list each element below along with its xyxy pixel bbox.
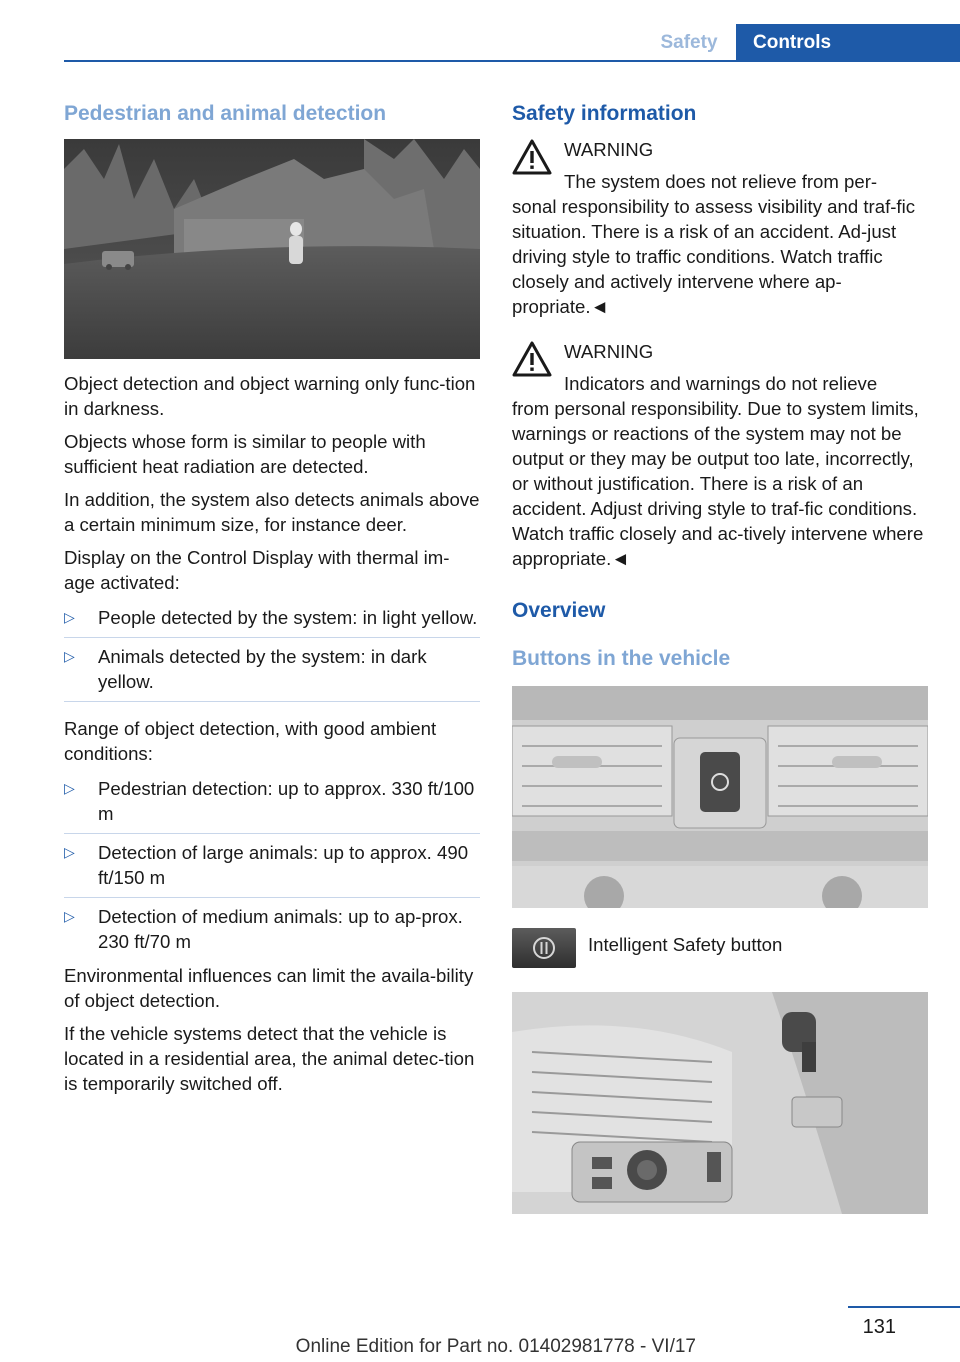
- edition-note: Online Edition for Part no. 01402981778 - VI/17: [295, 1336, 696, 1357]
- page-footer: [0, 1306, 960, 1362]
- section-heading-pedestrian: Pedestrian and animal detection: [64, 102, 387, 125]
- header-section-tab[interactable]: Safety: [660, 32, 718, 53]
- display-list: [64, 599, 480, 702]
- triangle-right-icon: ▷: [64, 780, 75, 797]
- list-item: ▷ People detected by the system: in light yellow.: [64, 599, 480, 638]
- intelligent-safety-row: [512, 928, 928, 972]
- paragraph-darkness: Object detection and object warning only func-tion in darkness.: [64, 373, 476, 420]
- cockpit-controls-photo: [512, 992, 928, 1214]
- dashboard-buttons-photo: [512, 686, 928, 908]
- warning-title: WARNING: [564, 341, 654, 363]
- list-item: ▷ Detection of medium animals: up to ap-prox. 230 ft/70 m: [64, 906, 463, 953]
- paragraph-heat-radiation: Objects whose form is similar to people with sufficient heat radiation are detected.: [64, 431, 426, 478]
- paragraph-residential: If the vehicle systems detect that the vehicle is located in a residential area, the animal detec-tion is temporarily switched off.: [64, 1023, 475, 1095]
- buttons-heading: Buttons in the vehicle: [512, 646, 731, 670]
- triangle-right-icon: ▷: [64, 648, 75, 665]
- warning-triangle-icon: [512, 139, 552, 175]
- thermal-image-photo: [64, 139, 480, 359]
- intelligent-safety-label: Intelligent Safety button: [588, 933, 783, 955]
- paragraph-display: Display on the Control Display with thermal im-age activated:: [64, 547, 450, 594]
- list-item: ▷ Detection of large animals: up to approx. 490 ft/150 m: [64, 834, 480, 898]
- warning-text-first: Indicators and warnings do not relieve: [564, 373, 878, 395]
- range-list: [64, 770, 480, 961]
- warning-block: [512, 135, 928, 319]
- triangle-right-icon: ▷: [64, 908, 75, 925]
- warning-block: [512, 337, 928, 571]
- warning-title: WARNING: [564, 139, 654, 161]
- right-column: [512, 100, 928, 1214]
- header-rule: [64, 60, 960, 62]
- warning-text-first: The system does not relieve from per-: [564, 171, 878, 193]
- warning-text: from personal responsibility. Due to system limits, warnings or reactions of the system may not be output or they may be output too late, incorrectly, or without justification. There is a risk of an accident. Adjust driving style to traf-fic conditions. Watch traffic closely and ac-tively intervene where appropriate.◄: [512, 398, 924, 570]
- paragraph-range-intro: Range of object detection, with good ambient conditions:: [64, 718, 437, 765]
- paragraph-animals: In addition, the system also detects animals above a certain minimum size, for instance deer.: [64, 489, 480, 536]
- warning-triangle-icon: [512, 341, 552, 377]
- triangle-right-icon: ▷: [64, 609, 75, 626]
- safety-information-heading: Safety information: [512, 102, 697, 125]
- warning-text: sonal responsibility to assess visibility and traf-fic situation. There is a risk of an accident. Ad-just driving style to traffic conditions. Watch traffic closely and actively intervene where ap-propriate.◄: [512, 196, 916, 318]
- page-number: 131: [862, 1316, 896, 1338]
- paragraph-environment: Environmental influences can limit the availa-bility of object detection.: [64, 965, 474, 1012]
- overview-heading: Overview: [512, 599, 606, 623]
- footer-rule: [848, 1306, 960, 1308]
- intelligent-safety-button-icon[interactable]: [512, 928, 576, 968]
- page-header: [0, 24, 960, 62]
- list-item: ▷ Animals detected by the system: in dark yellow.: [64, 638, 480, 702]
- triangle-right-icon: ▷: [64, 844, 75, 861]
- left-column: [64, 100, 480, 1096]
- header-chapter-tab[interactable]: Controls: [736, 24, 960, 62]
- list-item: ▷ Pedestrian detection: up to approx. 330 ft/100 m: [64, 770, 480, 834]
